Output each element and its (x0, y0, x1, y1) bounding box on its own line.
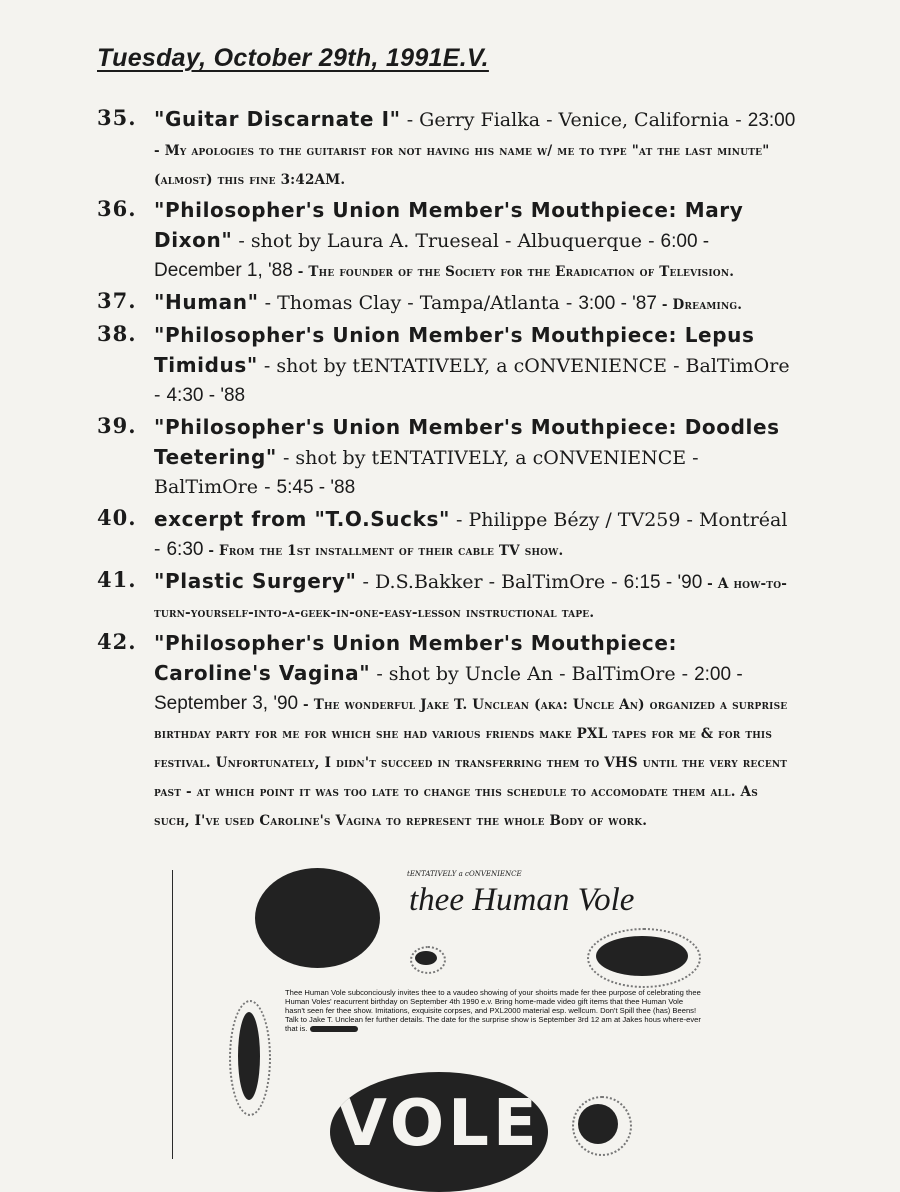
schedule-entry (97, 288, 797, 318)
entry-time: 4:30 - '88 (166, 385, 246, 406)
schedule-entry (97, 567, 797, 626)
entry-title: excerpt from "T.O.Sucks" (154, 507, 451, 531)
entry-time: 3:00 - '87 (578, 293, 657, 314)
schedule-entry (97, 196, 797, 285)
entry-title: "Plastic Surgery" (154, 569, 357, 593)
schedule-entry (97, 413, 797, 502)
page-heading: Tuesday, October 29th, 1991E.V. (97, 44, 489, 72)
small-black-dot (415, 951, 437, 965)
flyer-invitation-body: Thee Human Vole subconciously invites thee to a vaudeo showing of your shoirts made fer thee purpose of celebrating thee Human Voles' reacurrent birthday on September 4th 1990 e.v. Bring home-made video gift items that thee Human Vole hasn't seen fer thee show. Imitations, exquisite corpses, and PXL2000 material esp. wellcum. Don't Spill thee (has) Beens! Talk to Jake T. Unclean fer further details. The date for the surprise show is September 3rd 12 am at Jakes hous where-ever that is. (285, 988, 701, 1033)
large-black-circle (255, 868, 380, 968)
entry-number: 38. (97, 321, 137, 346)
entry-title: "Human" (154, 290, 259, 314)
entry-title: "Guitar Discarnate I" (154, 107, 401, 131)
entry-note: - The wonderful Jake T. Unclean (aka: Uncle An) organized a surprise birthday party for me for which she had various friends make PXL tapes for me & for this festival. Unfortunately, I didn't succeed in transferring them to VHS until the very recent past - at which point it was too late to change this schedule to accomodate them all. As such, I've used Caroline's Vagina to represent the whole Body of work. (154, 697, 788, 829)
entry-time: 6:15 - '90 (623, 572, 703, 593)
entry-note: - My apologies to the guitarist for not having his name w/ me to type "at the last minute" (almost) this fine 3:42AM. (154, 143, 770, 188)
entry-number: 40. (97, 505, 137, 530)
entry-time: 2:00 - September 3, '90 (154, 664, 743, 714)
entry-number: 42. (97, 629, 137, 654)
schedule-entry (97, 105, 797, 193)
entry-number: 39. (97, 413, 137, 438)
flyer-credit: tENTATIVELY a cONVENIENCE (407, 870, 522, 878)
redaction-bar (310, 1026, 358, 1032)
entry-credits: - shot by Uncle An - BalTimOre - (370, 663, 695, 685)
flyer-invitation-text (285, 988, 705, 1033)
entry-title: "Philosopher's Union Member's Mouthpiece: Caroline's Vagina" (154, 631, 678, 685)
birthday-flyer (172, 862, 732, 1159)
vole-logo (330, 1072, 548, 1192)
entry-credits: - shot by tENTATIVELY, a cONVENIENCE - BalTimOre - (154, 355, 790, 406)
black-oval (596, 936, 688, 976)
entry-title: "Philosopher's Union Member's Mouthpiece: Doodles Teetering" (154, 415, 780, 469)
entry-credits: - Thomas Clay - Tampa/Atlanta - (258, 292, 579, 314)
entry-number: 37. (97, 288, 137, 313)
entry-time: 6:30 (166, 539, 204, 560)
black-circle (578, 1104, 618, 1144)
schedule-entry (97, 505, 797, 564)
flyer-border-line (172, 870, 173, 1159)
vertical-black-oval (238, 1012, 260, 1100)
entry-time: 5:45 - '88 (276, 477, 356, 498)
entry-note: - A how-to-turn-yourself-into-a-geek-in-one-easy-lesson instructional tape. (154, 576, 788, 621)
entry-note: - The founder of the Society for the Eradication of Television. (292, 264, 735, 280)
entry-title: "Philosopher's Union Member's Mouthpiece: Lepus Timidus" (154, 323, 755, 377)
flyer-title: thee Human Vole (409, 882, 635, 918)
schedule-entry (97, 629, 797, 834)
schedule-entry (97, 321, 797, 410)
entry-credits: - Philippe Bézy / TV259 - Montréal - (154, 509, 788, 560)
entry-number: 35. (97, 105, 137, 130)
vole-logo-word: VOLE (337, 1087, 541, 1161)
entry-note: - From the 1st installment of their cable TV show. (203, 543, 564, 559)
entry-time: 6:00 - December 1, '88 (154, 231, 710, 281)
entry-credits: - Gerry Fialka - Venice, California - (400, 109, 748, 131)
entry-note: - Dreaming. (656, 297, 743, 313)
entry-number: 41. (97, 567, 137, 592)
entry-credits: - shot by Laura A. Trueseal - Albuquerque - (232, 230, 661, 252)
schedule-list (97, 105, 797, 837)
entry-credits: - shot by tENTATIVELY, a cONVENIENCE - BalTimOre - (154, 447, 699, 498)
entry-number: 36. (97, 196, 137, 221)
entry-title: "Philosopher's Union Member's Mouthpiece: Mary Dixon" (154, 198, 744, 252)
entry-time: 23:00 (747, 110, 796, 131)
entry-credits: - D.S.Bakker - BalTimOre - (356, 571, 624, 593)
